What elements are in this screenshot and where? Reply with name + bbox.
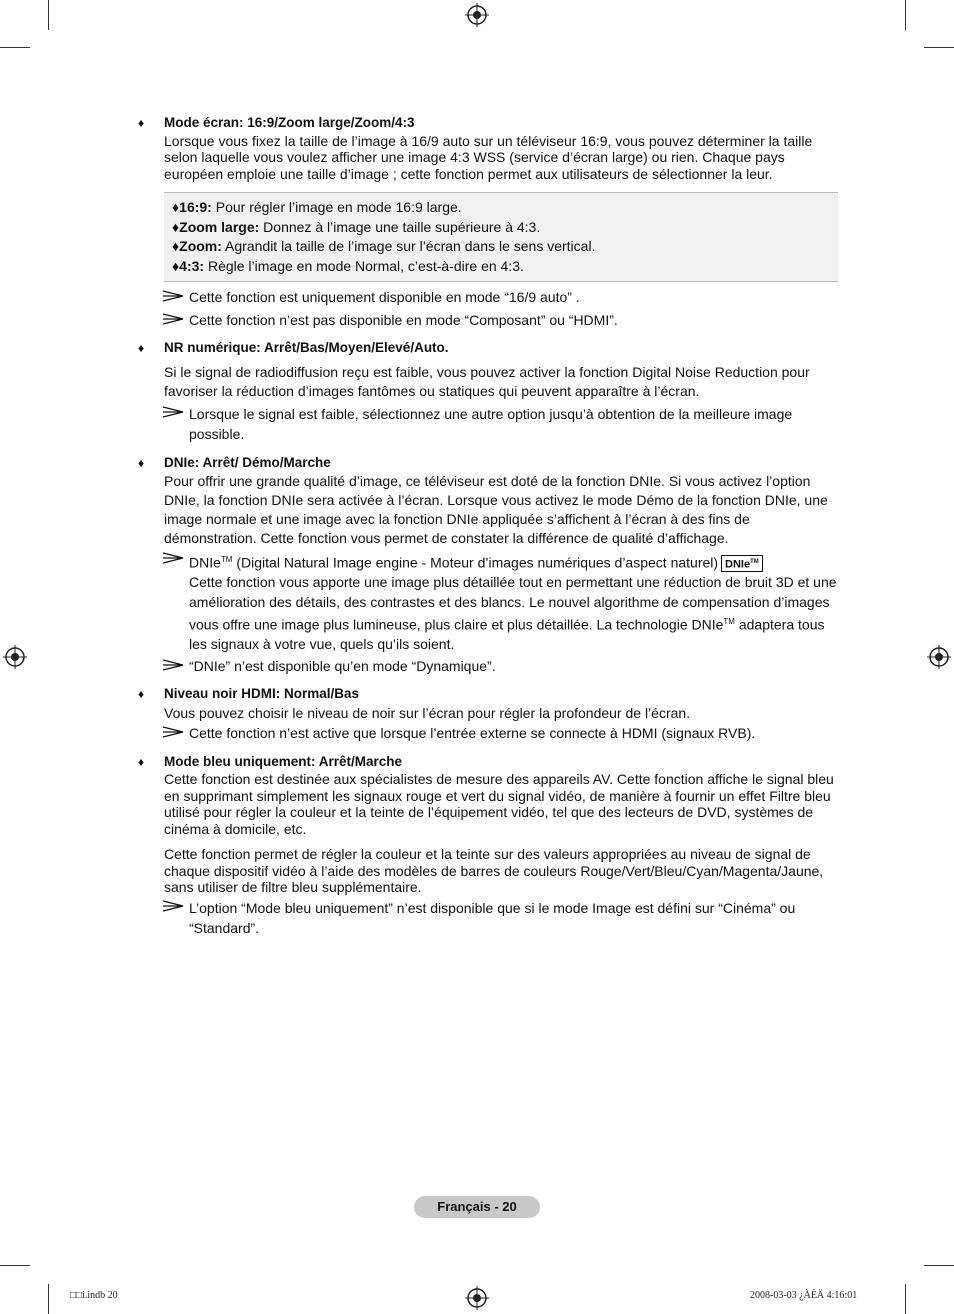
note [164, 724, 838, 743]
footer-file-info: □□i.indb 20 [70, 1290, 118, 1301]
section-body: Si le signal de radiodiffusion reçu est faible, vous pouvez activer la fonction Digital Noise Reduction pour favoriser la réduction d’images fantômes ou statiques qui peuvent apparaître à l’écran. [164, 363, 810, 399]
note [164, 404, 838, 444]
section-body: Pour offrir une grande qualité d’image, ce téléviseur est doté de la fonction DNIe. Si vous activez l’option DNIe, la fonction DNIe sera activée à l’écran. Lorsque vous activez le mode Démo de la fonction DNIe, une image normale et une image avec la fonction DNIe appliquée s’affichent à l’écran à des fins de démonstration. Cette fonction vous permet de constater la différence de qualité d’affichage. [164, 473, 828, 546]
note-arrow-icon [162, 900, 184, 912]
section-niveau-noir-hdmi [138, 685, 838, 743]
note-text: Cette fonction n’est active que lorsque l’entrée externe se connecte à HDMI (signaux RVB). [189, 725, 756, 742]
crop-mark [0, 47, 30, 48]
registration-mark-icon [927, 645, 951, 669]
section-body: Vous pouvez choisir le niveau de noir sur l’écran pour régler la profondeur de l’écran. [164, 704, 691, 721]
option-label: Zoom large: [179, 218, 260, 235]
section-title: Mode bleu uniquement: Arrêt/Marche [164, 753, 403, 769]
note-arrow-icon [162, 726, 184, 738]
diamond-bullet-icon: ♦ [138, 341, 145, 355]
note-text: L’option “Mode bleu uniquement” n’est disponible que si le mode Image est défini sur “Cinéma” ou “Standard”. [189, 899, 796, 936]
section-title: Mode écran: 16:9/Zoom large/Zoom/4:3 [164, 115, 415, 130]
option-row [172, 257, 830, 277]
section-body: Cette fonction permet de régler la couleur et la teinte sur des valeurs appropriées au niveau de signal de chaque dispositif vidéo à l’aide des modèles de barres de couleurs Rouge/Vert/Bleu/Cyan/Magenta/Jaune, sans utiliser de filtre bleu supplémentaire. [164, 846, 824, 896]
note [164, 311, 838, 330]
dnie-logo [721, 555, 763, 572]
section-mode-ecran [138, 114, 838, 329]
option-label: 4:3: [179, 257, 205, 274]
registration-mark-icon [465, 3, 489, 27]
dnie-logo-text: DNIe [725, 558, 751, 571]
footer-timestamp: 2008-03-03 ¿ÀÈÄ 4:16:01 [750, 1290, 858, 1301]
options-box [164, 192, 838, 282]
note [164, 657, 838, 676]
dnie-tail: adaptera tous les signaux à votre vue, quels qu’ils soient. [189, 616, 825, 653]
option-text: Pour régler l’image en mode 16:9 large. [215, 199, 462, 215]
option-text: Règle l’image en mode Normal, c’est-à-dire en 4:3. [207, 257, 524, 274]
section-title: Niveau noir HDMI: Normal/Bas [164, 686, 360, 702]
note-arrow-icon [162, 290, 184, 302]
note-text: “DNIe” n’est disponible qu’en mode “Dynamique”. [189, 657, 496, 674]
crop-mark [924, 47, 954, 48]
note-text: Cette fonction n’est pas disponible en mode “Composant” ou “HDMI”. [189, 311, 618, 328]
crop-mark [924, 1265, 954, 1266]
diamond-bullet-icon: ♦ [172, 199, 180, 215]
note-text: Cette fonction est uniquement disponible en mode “16/9 auto” . [189, 289, 580, 305]
option-row [172, 218, 830, 238]
section-title: DNIe: Arrêt/ Démo/Marche [164, 454, 331, 470]
trademark-mark: TM [220, 555, 233, 564]
section-dnie [138, 454, 838, 676]
crop-mark [48, 0, 49, 30]
option-label: Zoom: [179, 238, 222, 254]
option-row [172, 237, 830, 257]
crop-mark [48, 1284, 49, 1314]
page-content [138, 114, 838, 938]
note-text [189, 550, 838, 655]
dnie-lead: DNIe [189, 554, 221, 571]
section-nr-numerique [138, 339, 838, 444]
section-body: Lorsque vous fixez la taille de l’image à 16/9 auto sur un téléviseur 16:9, vous pouvez déterminer la taille selon laquelle vous voulez afficher une image 4:3 WSS (service d’écran large) ou rien. Chaque pays européen emploie une taille d’image ; cette fonction permet aux utilisateurs de sélectionner la leur. [164, 132, 813, 182]
registration-mark-icon [3, 645, 27, 669]
diamond-bullet-icon: ♦ [138, 455, 145, 470]
dnie-body: Cette fonction vous apporte une image plus détaillée tout en permettant une réduction de bruit 3D et une amélioration des détails, des contrastes et des blancs. Le nouvel algorithme de compensation d’images vous offre une image plus lumineuse, plus claire et plus détaillée. La technologie DNIe [189, 574, 837, 633]
diamond-bullet-icon: ♦ [138, 687, 145, 702]
dnie-lead-rest: (Digital Natural Image engine - Moteur d’images numériques d’aspect naturel) [232, 554, 719, 571]
option-label: 16:9: [179, 199, 212, 215]
section-mode-bleu [138, 753, 838, 938]
note-arrow-icon [162, 552, 184, 564]
diamond-bullet-icon: ♦ [138, 754, 145, 769]
note-arrow-icon [162, 659, 184, 671]
section-title: NR numérique: Arrêt/Bas/Moyen/Elevé/Auto. [164, 340, 449, 355]
note [164, 550, 838, 655]
option-text: Donnez à l’image une taille supérieure à 4:3. [263, 218, 541, 235]
dnie-logo-tm: TM [750, 559, 759, 565]
note-arrow-icon [162, 313, 184, 325]
diamond-bullet-icon: ♦ [172, 257, 180, 274]
crop-mark [905, 1284, 906, 1314]
note-arrow-icon [162, 406, 184, 418]
note-text: Lorsque le signal est faible, sélectionnez une autre option jusqu’à obtention de la meilleure image possible. [189, 405, 793, 442]
registration-mark-icon [465, 1286, 489, 1310]
diamond-bullet-icon: ♦ [172, 218, 180, 235]
crop-mark [905, 0, 906, 30]
page-number-badge: Français - 20 [414, 1196, 540, 1218]
diamond-bullet-icon: ♦ [172, 238, 180, 254]
note [164, 898, 838, 938]
option-text: Agrandit la taille de l’image sur l’écran dans le sens vertical. [225, 238, 596, 254]
note [164, 288, 838, 307]
crop-mark [0, 1265, 30, 1266]
section-body: Cette fonction est destinée aux spécialistes de mesure des appareils AV. Cette fonction affiche le signal bleu en supprimant simplement les signaux rouge et vert du signal vidéo, de manière à fournir un effet Filtre bleu utilisé pour régler la couleur et la teinte de l’équipement vidéo, tel que des lecteurs de DVD, systèmes de cinéma à domicile, etc. [164, 771, 834, 837]
diamond-bullet-icon: ♦ [138, 116, 145, 130]
trademark-mark: TM [723, 617, 735, 627]
option-row [172, 198, 830, 218]
